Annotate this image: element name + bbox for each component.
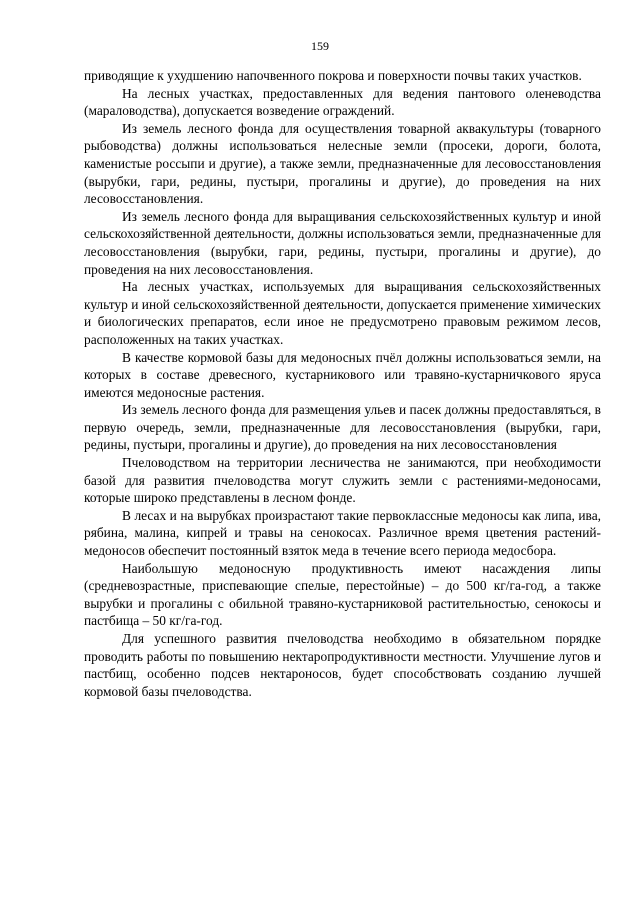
paragraph-9: В лесах и на вырубках произрастают такие первоклассные медоносы как липа, ива, рябина, малина, кипрей и травы на сенокосах. Различное время цветения растений-медоносов обеспечит постоянный взяток меда в течение всего периода медосбора.	[84, 507, 601, 559]
paragraph-5: На лесных участках, используемых для выращивания сельскохозяйственных культур и иной сельскохозяйственной деятельности, допускается применение химических и биологических препаратов, если иное не предусмотрено правовым режимом лесов, расположенных на таких участках.	[84, 279, 601, 347]
document-body	[84, 67, 601, 700]
paragraph-8: Пчеловодством на территории лесничества не занимаются, при необходимости базой для развития пчеловодства могут служить земли с растениями-медоносами, которые широко представлены в лесном фонде.	[84, 455, 601, 506]
paragraph-4: Из земель лесного фонда для выращивания сельскохозяйственных культур и иной сельскохозяйственной деятельности, должны использоваться земли, предназначенные для лесовосстановления (вырубки, гари, редины, пустыри, прогалины и другие), до проведения на них лесовосстановления.	[84, 208, 601, 277]
page-number: 159	[311, 39, 329, 53]
paragraph-3: Из земель лесного фонда для осуществления товарной аквакультуры (товарного рыбоводства) должны использоваться нелесные земли (просеки, дороги, болота, каменистые россыпи и другие), а также земли, предназначенные для лесовосстановления (вырубки, гари, редины, пустыри, прогалины и другие), до проведения на них лесовосстановления.	[84, 120, 601, 207]
paragraph-2: На лесных участках, предоставленных для ведения пантового оленеводства (мараловодства), допускается возведение ограждений.	[84, 85, 601, 119]
paragraph-11: Для успешного развития пчеловодства необходимо в обязательном порядке проводить работы по повышению нектаропродуктивности местности. Улучшение лугов и пастбищ, особенно подсев нектароносов, будет способствовать созданию лучшей кормовой базы пчеловодства.	[84, 631, 601, 699]
paragraph-6: В качестве кормовой базы для медоносных пчёл должны использоваться земли, на которых в составе древесного, кустарникового или травяно-кустарничкового яруса имеются медоносные растения.	[84, 349, 601, 400]
paragraph-1: приводящие к ухудшению напочвенного покрова и поверхности почвы таких участков.	[84, 68, 582, 83]
paragraph-7: Из земель лесного фонда для размещения ульев и пасек должны предоставляться, в первую очередь, земли, предназначенные для лесовосстановления (вырубки, гари, редины, пустыри, прогалины и другие), до проведения на них лесовосстановления	[84, 402, 601, 453]
paragraph-10: Наибольшую медоносную продуктивность имеют насаждения липы (средневозрастные, приспевающие спелые, перестойные) – до 500 кг/га-год, а также вырубки и прогалины с обильной травяно-кустарниковой растительностью, сенокосы и пастбища – 50 кг/га-год.	[84, 560, 601, 629]
